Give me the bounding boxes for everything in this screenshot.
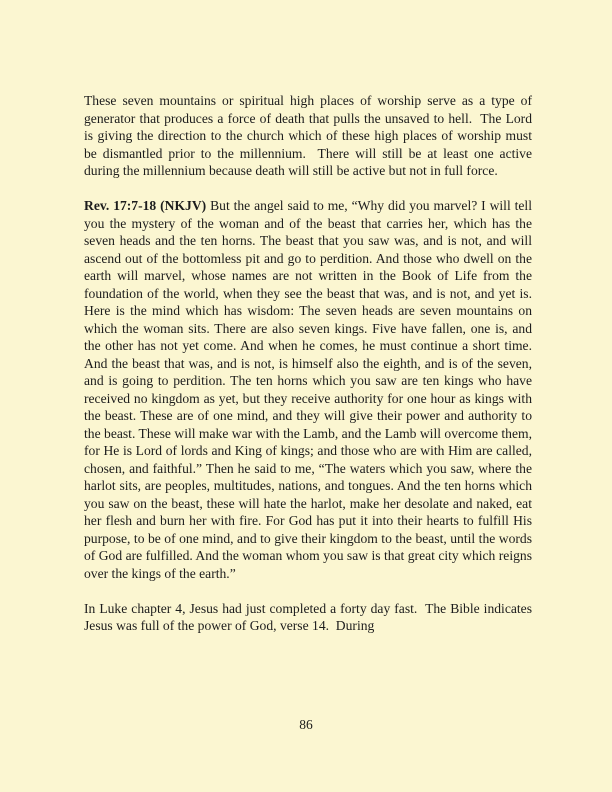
page-number: 86: [299, 717, 313, 732]
body-text: These seven mountains or spiritual high places of worship serve as a type of generator that produces a force of death that pulls the unsaved to hell. The Lord is giving the direction to the church which of these high places of worship must be dismantled prior to the millennium. There will still be at least one active during the millennium because death will still be active but not in full force.: [84, 93, 532, 178]
paragraph-scripture: [84, 197, 532, 582]
scripture-reference: Rev. 17:7-18 (NKJV): [84, 198, 211, 213]
paragraph-intro: [84, 92, 532, 180]
text-block: [84, 92, 532, 652]
body-text: In Luke chapter 4, Jesus had just completed a forty day fast. The Bible indicates Jesus was full of the power of God, verse 14. During: [84, 600, 532, 633]
body-text: But the angel said to me, “Why did you marvel? I will tell you the mystery of the woman and of the beast that carries her, which has the seven heads and the ten horns. The beast that you saw was, and is not, and will ascend out of the bottomless pit and go to perdition. And those who dwell on the earth will marvel, whose names are not written in the Book of Life from the foundation of the world, when they see the beast that was, and is not, and yet is. Here is the mind which has wisdom: The seven heads are seven mountains on which the woman sits. There are also seven kings. Five have fallen, one is, and the other has not yet come. And when he comes, he must continue a short time. And the beast that was, and is not, is himself also the eighth, and is of the seven, and is going to perdition. The ten horns which you saw are ten kings who have received no kingdom as yet, but they receive authority for one hour as kings with the beast. These are of one mind, and they will give their power and authority to the beast. These will make war with the Lamb, and the Lamb will overcome them, for He is Lord of lords and King of kings; and those who are with Him are called, chosen, and faithful.” Then he said to me, “The waters which you saw, where the harlot sits, are peoples, multitudes, nations, and tongues. And the ten horns which you saw on the beast, these will hate the harlot, make her desolate and naked, eat her flesh and burn her with fire. For God has put it into their hearts to fulfill His purpose, to be of one mind, and to give their kingdom to the beast, until the words of God are fulfilled. And the woman whom you saw is that great city which reigns over the kings of the earth.”: [84, 198, 532, 581]
paragraph-luke: [84, 600, 532, 635]
